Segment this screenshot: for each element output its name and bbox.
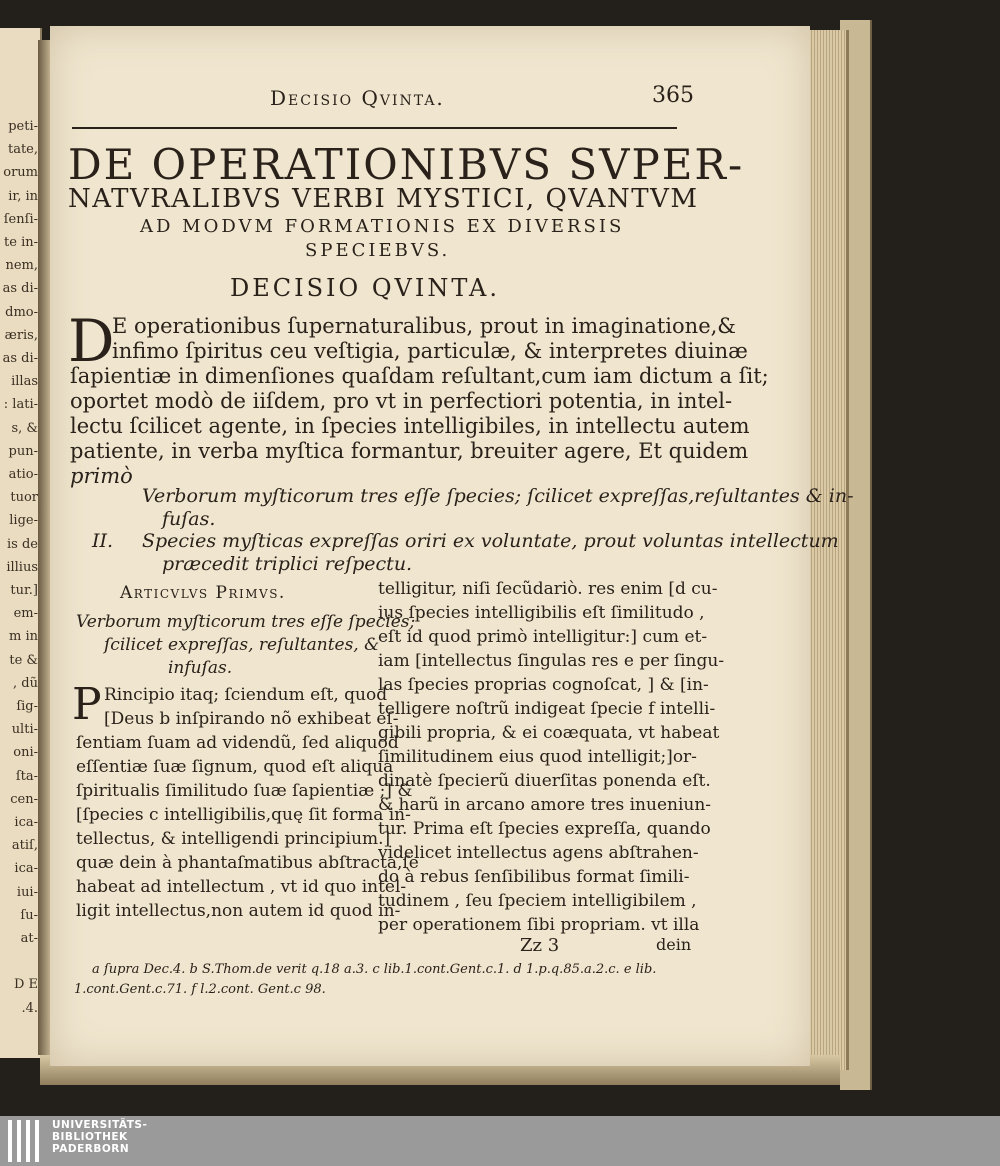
signature-mark: Zz 3 bbox=[520, 935, 560, 956]
right-column-line: ius ſpecies intelligibilis eſt ſimilitudo , bbox=[378, 603, 705, 623]
summary-number: II. bbox=[92, 530, 114, 552]
right-column-line: videlicet intellectus agens abſtrahen- bbox=[378, 843, 699, 863]
article-summary-line: infuſas. bbox=[168, 658, 233, 678]
summary-line: fuſas. bbox=[162, 508, 216, 530]
right-column-line: tur. Prima eſt ſpecies expreſſa, quando bbox=[378, 819, 711, 839]
title-line-1: DE OPERATIONIBVS SVPER- bbox=[68, 140, 745, 189]
right-column-line: iam [intellectus ſingulas res e per ſingu- bbox=[378, 651, 725, 671]
head-rule bbox=[72, 127, 677, 129]
left-margin-fragment: illius bbox=[6, 559, 38, 575]
left-margin-fragment: æris, bbox=[4, 327, 38, 343]
left-margin-fragment: : lati- bbox=[3, 397, 38, 413]
left-margin-fragment: em- bbox=[13, 606, 38, 622]
catchword: dein bbox=[656, 935, 692, 954]
intro-line: oportet modò de iiſdem, pro vt in perfectiori potentia, in intel- bbox=[70, 389, 733, 413]
left-column-line: tellectus, & intelligendi principium.] bbox=[76, 829, 391, 849]
right-column-line: do à rebus ſenſibilibus format ſimili- bbox=[378, 867, 690, 887]
summary-line: præcedit triplici reſpectu. bbox=[162, 553, 413, 575]
left-margin-fragment: ir, in bbox=[8, 188, 38, 204]
left-margin-fragment: te & bbox=[9, 652, 38, 668]
intro-line: lectu ſcilicet agente, in ſpecies intelligibiles, in intellectu autem bbox=[70, 414, 750, 438]
left-column-line: ſpiritualis ſimilitudo ſuæ ſapientiæ ;] & bbox=[76, 781, 413, 801]
left-margin-fragment: pun- bbox=[8, 443, 38, 459]
left-margin-fragment: ſig- bbox=[16, 699, 38, 714]
left-margin-fragment: tate, bbox=[7, 142, 38, 158]
library-name-line: BIBLIOTHEK bbox=[52, 1131, 128, 1143]
summary-line: Species myſticas expreſſas oriri ex voluntate, prout voluntas intellectum bbox=[142, 530, 839, 552]
left-margin-fragment: peti- bbox=[8, 119, 38, 134]
intro-line: ſapientiæ in dimenſiones quaſdam reſultant,cum iam dictum a ſit; bbox=[70, 364, 769, 388]
left-margin-fragment: tuor bbox=[10, 490, 38, 506]
left-column-line: habeat ad intellectum , vt id quo intel- bbox=[76, 877, 407, 897]
left-margin-fragment: ica- bbox=[14, 815, 38, 830]
left-page-edge bbox=[0, 28, 42, 1058]
left-margin-fragment: atiſ, bbox=[11, 838, 38, 854]
left-column-line: [Deus b inſpirando nõ exhibeat eſ- bbox=[104, 709, 399, 729]
left-margin-fragment: is de bbox=[7, 536, 38, 552]
left-margin-fragment: illas bbox=[11, 374, 38, 390]
article-dropcap: P bbox=[72, 679, 102, 730]
library-banner bbox=[0, 1116, 1000, 1166]
right-column-line: eſt id quod primò intelligitur:] cum et- bbox=[378, 627, 708, 647]
left-column-line: eſſentiæ ſuæ ſignum, quod eſt aliqua bbox=[76, 757, 394, 777]
left-margin-fragment: at- bbox=[20, 931, 38, 946]
left-margin-fragment: cen- bbox=[10, 791, 38, 807]
left-margin-fragment: D E bbox=[13, 977, 38, 993]
intro-line: primò bbox=[70, 464, 133, 488]
right-column-line: las ſpecies proprias cognoſcat, ] & [in- bbox=[378, 675, 709, 695]
footnote-line: 1.cont.Gent.c.71. f l.2.cont. Gent.c 98. bbox=[74, 982, 326, 997]
left-column-line: [ſpecies c intelligibilis,quę ſit forma in- bbox=[76, 805, 411, 825]
left-margin-fragment: as di- bbox=[2, 351, 38, 366]
left-margin-fragment: dmo- bbox=[5, 304, 38, 320]
left-margin-fragment: ſta- bbox=[15, 768, 38, 784]
library-logo-icon bbox=[8, 1120, 48, 1162]
left-margin-fragment: m in bbox=[9, 629, 38, 645]
left-margin-fragment: s, & bbox=[11, 420, 38, 436]
summary-line: Verborum myſticorum tres eſſe ſpecies; ſcilicet expreſſas,reſultantes & in- bbox=[142, 485, 854, 507]
intro-dropcap: D bbox=[68, 307, 115, 375]
page-number: 365 bbox=[652, 83, 694, 108]
intro-line: E operationibus ſupernaturalibus, prout in imaginatione,& bbox=[112, 314, 736, 338]
right-column-line: telligere noſtrũ indigeat ſpecie f intelli- bbox=[378, 699, 716, 719]
left-margin-fragment: nem, bbox=[5, 258, 38, 274]
article-summary-line: ſcilicet expreſſas, reſultantes, & bbox=[104, 635, 380, 655]
right-column-line: telligitur, niſi ſecũdariò. res enim [d cu- bbox=[378, 579, 718, 599]
article-summary-line: Verborum myſticorum tres eſſe ſpecies; bbox=[76, 612, 416, 632]
left-margin-fragment: as di- bbox=[2, 281, 38, 297]
title-line-2: NATVRALIBVS VERBI MYSTICI, QVANTVM bbox=[68, 184, 699, 214]
left-margin-fragment: orum bbox=[3, 165, 38, 181]
right-column-line: per operationem ſibi propriam. vt illa bbox=[378, 915, 700, 935]
right-column-line: ſimilitudinem eius quod intelligit;]or- bbox=[378, 747, 697, 767]
title-line-3: AD MODVM FORMATIONIS EX DIVERSIS bbox=[140, 216, 625, 237]
left-margin-fragment: , dũ bbox=[13, 675, 38, 691]
left-margin-fragment: ſenſi- bbox=[3, 211, 38, 227]
title-line-4: SPECIEBVS. bbox=[305, 240, 451, 261]
left-margin-fragment: ſu- bbox=[20, 907, 38, 923]
left-column-line: quæ dein à phantaſmatibus abſtracta,ſe bbox=[76, 853, 419, 873]
library-name bbox=[52, 1119, 147, 1155]
left-margin-fragment: .4. bbox=[21, 1000, 38, 1016]
library-name-line: PADERBORN bbox=[52, 1143, 130, 1155]
left-column-line: Rincipio itaq; ſciendum eſt, quod bbox=[104, 685, 388, 705]
left-margin-fragment: te in- bbox=[4, 235, 38, 250]
right-column-line: gibili propria, & ei coæquata, vt habeat bbox=[378, 723, 720, 743]
intro-line: infimo ſpiritus ceu veſtigia, particulæ, & interpretes diuinæ bbox=[112, 339, 748, 363]
intro-line: patiente, in verba myſtica formantur, breuiter agere, Et quidem bbox=[70, 439, 749, 463]
left-margin-fragment: oni- bbox=[13, 745, 38, 761]
footnote-line: a ſupra Dec.4. b S.Thom.de verit q.18 a.3. c lib.1.cont.Gent.c.1. d 1.p.q.85.a.2.c. e lib. bbox=[92, 962, 657, 977]
right-column-line: tudinem , ſeu ſpeciem intelligibilem , bbox=[378, 891, 697, 911]
left-column-line: ſentiam ſuam ad videndũ, ſed aliquod bbox=[76, 733, 399, 753]
left-margin-fragment: atio- bbox=[8, 467, 38, 482]
left-margin-fragment: ica- bbox=[14, 861, 38, 877]
running-head: Decisio Qvinta. bbox=[270, 86, 445, 110]
left-margin-fragment: ulti- bbox=[11, 722, 38, 738]
right-column-line: dinatè ſpecierũ diuerſitas ponenda eſt. bbox=[378, 771, 711, 791]
left-margin-fragment: tur.] bbox=[10, 583, 38, 598]
article-heading: Articvlvs Primvs. bbox=[120, 583, 286, 603]
library-name-line: UNIVERSITÄTS- bbox=[52, 1119, 148, 1131]
left-margin-fragment: iui- bbox=[16, 884, 38, 900]
section-heading: DECISIO QVINTA. bbox=[230, 274, 500, 302]
right-column-line: & harũ in arcano amore tres inueniun- bbox=[378, 795, 712, 815]
left-column-line: ligit intellectus,non autem id quod in- bbox=[76, 901, 401, 921]
left-margin-fragment: lige- bbox=[9, 513, 38, 529]
